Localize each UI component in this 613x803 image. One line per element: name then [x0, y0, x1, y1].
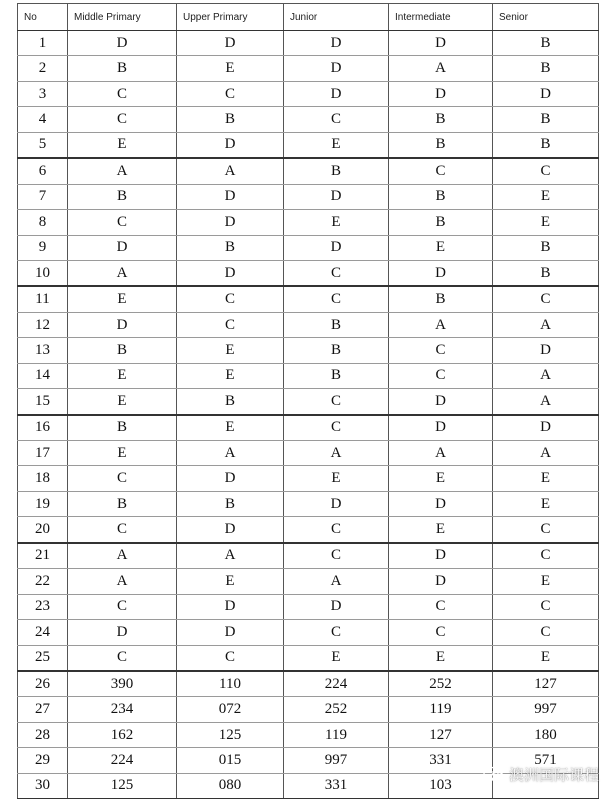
cell-senior: A — [493, 441, 599, 466]
cell-middle-primary: A — [68, 543, 177, 569]
cell-senior: D — [493, 81, 599, 106]
cell-senior: B — [493, 107, 599, 132]
cell-junior: D — [284, 81, 389, 106]
table-row — [18, 235, 599, 260]
cell-upper-primary: B — [177, 107, 284, 132]
cell-middle-primary: 390 — [68, 671, 177, 697]
cell-no: 3 — [18, 81, 68, 106]
cell-junior: C — [284, 543, 389, 569]
cell-upper-primary: E — [177, 363, 284, 388]
cell-no: 5 — [18, 132, 68, 158]
cell-middle-primary: 162 — [68, 722, 177, 747]
cell-upper-primary: 080 — [177, 773, 284, 798]
cell-senior: B — [493, 235, 599, 260]
cell-senior: C — [493, 594, 599, 619]
cell-junior: 997 — [284, 748, 389, 773]
cell-intermediate: D — [389, 260, 493, 286]
table-row — [18, 569, 599, 594]
table-row — [18, 441, 599, 466]
cell-junior: A — [284, 569, 389, 594]
cell-no: 7 — [18, 184, 68, 209]
table-row — [18, 184, 599, 209]
cell-junior: C — [284, 286, 389, 312]
cell-no: 22 — [18, 569, 68, 594]
cell-intermediate: B — [389, 107, 493, 132]
table-row — [18, 132, 599, 158]
cell-no: 2 — [18, 56, 68, 81]
header-no: No — [18, 4, 68, 31]
cell-upper-primary: A — [177, 543, 284, 569]
cell-no: 6 — [18, 158, 68, 184]
cell-upper-primary: D — [177, 620, 284, 645]
cell-junior: E — [284, 466, 389, 491]
cell-senior: E — [493, 184, 599, 209]
cell-senior: D — [493, 338, 599, 363]
answer-key-table — [17, 3, 599, 799]
header-intermediate: Intermediate — [389, 4, 493, 31]
cell-no: 4 — [18, 107, 68, 132]
table-row — [18, 722, 599, 747]
cell-no: 17 — [18, 441, 68, 466]
cell-upper-primary: D — [177, 184, 284, 209]
cell-middle-primary: E — [68, 363, 177, 388]
cell-no: 14 — [18, 363, 68, 388]
table-row — [18, 389, 599, 415]
cell-no: 30 — [18, 773, 68, 798]
cell-no: 26 — [18, 671, 68, 697]
cell-middle-primary: 125 — [68, 773, 177, 798]
cell-junior: D — [284, 235, 389, 260]
cell-upper-primary: E — [177, 415, 284, 441]
table-row — [18, 697, 599, 722]
cell-intermediate: E — [389, 645, 493, 671]
cell-middle-primary: E — [68, 441, 177, 466]
cell-junior: D — [284, 594, 389, 619]
cell-intermediate: 103 — [389, 773, 493, 798]
cell-upper-primary: E — [177, 569, 284, 594]
cell-no: 18 — [18, 466, 68, 491]
cell-no: 29 — [18, 748, 68, 773]
cell-senior: C — [493, 620, 599, 645]
cell-junior: 252 — [284, 697, 389, 722]
cell-middle-primary: C — [68, 466, 177, 491]
header-senior: Senior — [493, 4, 599, 31]
cell-intermediate: C — [389, 158, 493, 184]
cell-junior: C — [284, 620, 389, 645]
cell-senior: B — [493, 31, 599, 56]
cell-no: 23 — [18, 594, 68, 619]
cell-upper-primary: B — [177, 389, 284, 415]
cell-no: 8 — [18, 210, 68, 235]
cell-senior: 571 — [493, 748, 599, 773]
table-row — [18, 466, 599, 491]
cell-intermediate: D — [389, 415, 493, 441]
table-row — [18, 543, 599, 569]
cell-middle-primary: C — [68, 81, 177, 106]
table-row — [18, 338, 599, 363]
cell-junior: E — [284, 132, 389, 158]
cell-no: 20 — [18, 517, 68, 543]
cell-intermediate: D — [389, 389, 493, 415]
cell-senior: B — [493, 260, 599, 286]
cell-upper-primary: B — [177, 491, 284, 516]
table-row — [18, 773, 599, 798]
cell-no: 16 — [18, 415, 68, 441]
cell-middle-primary: A — [68, 158, 177, 184]
cell-senior: A — [493, 312, 599, 337]
cell-upper-primary: 125 — [177, 722, 284, 747]
cell-senior: C — [493, 158, 599, 184]
cell-upper-primary: C — [177, 312, 284, 337]
table-row — [18, 645, 599, 671]
cell-middle-primary: E — [68, 286, 177, 312]
table-row — [18, 363, 599, 388]
cell-senior: C — [493, 517, 599, 543]
cell-upper-primary: C — [177, 81, 284, 106]
cell-middle-primary: E — [68, 132, 177, 158]
cell-no: 13 — [18, 338, 68, 363]
table-row — [18, 620, 599, 645]
cell-middle-primary: B — [68, 491, 177, 516]
cell-junior: D — [284, 491, 389, 516]
cell-intermediate: D — [389, 81, 493, 106]
cell-senior: A — [493, 389, 599, 415]
table-row — [18, 286, 599, 312]
table-row — [18, 594, 599, 619]
cell-senior: E — [493, 466, 599, 491]
cell-intermediate: D — [389, 31, 493, 56]
cell-no: 24 — [18, 620, 68, 645]
cell-upper-primary: A — [177, 441, 284, 466]
cell-junior: B — [284, 363, 389, 388]
cell-senior: C — [493, 543, 599, 569]
cell-senior: E — [493, 491, 599, 516]
cell-no: 21 — [18, 543, 68, 569]
cell-upper-primary: C — [177, 286, 284, 312]
table-row — [18, 415, 599, 441]
cell-upper-primary: D — [177, 31, 284, 56]
cell-junior: C — [284, 517, 389, 543]
cell-senior: B — [493, 56, 599, 81]
cell-senior: B — [493, 132, 599, 158]
cell-intermediate: 119 — [389, 697, 493, 722]
cell-intermediate: A — [389, 56, 493, 81]
cell-upper-primary: D — [177, 517, 284, 543]
cell-intermediate: B — [389, 210, 493, 235]
cell-middle-primary: A — [68, 260, 177, 286]
cell-junior: D — [284, 56, 389, 81]
cell-senior: C — [493, 286, 599, 312]
table-row — [18, 517, 599, 543]
cell-middle-primary: B — [68, 184, 177, 209]
answer-rows — [18, 31, 599, 799]
table-row — [18, 312, 599, 337]
cell-upper-primary: A — [177, 158, 284, 184]
cell-no: 28 — [18, 722, 68, 747]
cell-junior: E — [284, 210, 389, 235]
cell-junior: B — [284, 158, 389, 184]
cell-intermediate: C — [389, 620, 493, 645]
watermark-text: 澳洲国际课程 — [508, 766, 599, 784]
cell-upper-primary: E — [177, 338, 284, 363]
cell-middle-primary: C — [68, 517, 177, 543]
cell-upper-primary: D — [177, 594, 284, 619]
cell-middle-primary: D — [68, 620, 177, 645]
cell-middle-primary: D — [68, 31, 177, 56]
cell-intermediate: B — [389, 286, 493, 312]
cell-upper-primary: 072 — [177, 697, 284, 722]
cell-upper-primary: B — [177, 235, 284, 260]
cell-senior: 127 — [493, 671, 599, 697]
cell-intermediate: 252 — [389, 671, 493, 697]
cell-junior: C — [284, 260, 389, 286]
cell-middle-primary: B — [68, 415, 177, 441]
table-row — [18, 31, 599, 56]
cell-junior: C — [284, 389, 389, 415]
cell-upper-primary: 110 — [177, 671, 284, 697]
cell-middle-primary: E — [68, 389, 177, 415]
cell-intermediate: D — [389, 569, 493, 594]
cell-junior: C — [284, 415, 389, 441]
cell-intermediate: A — [389, 312, 493, 337]
cell-intermediate: D — [389, 491, 493, 516]
cell-no: 19 — [18, 491, 68, 516]
cell-senior — [493, 773, 599, 798]
cell-intermediate: E — [389, 235, 493, 260]
header-middle-primary: Middle Primary — [68, 4, 177, 31]
cell-intermediate: D — [389, 543, 493, 569]
cell-junior: D — [284, 184, 389, 209]
cell-middle-primary: B — [68, 56, 177, 81]
cell-upper-primary: E — [177, 56, 284, 81]
cell-upper-primary: D — [177, 466, 284, 491]
cell-middle-primary: C — [68, 210, 177, 235]
header-row — [18, 4, 599, 31]
cell-intermediate: C — [389, 594, 493, 619]
cell-middle-primary: D — [68, 312, 177, 337]
cell-middle-primary: C — [68, 107, 177, 132]
cell-middle-primary: 224 — [68, 748, 177, 773]
table-row — [18, 158, 599, 184]
cell-no: 25 — [18, 645, 68, 671]
cell-no: 15 — [18, 389, 68, 415]
cell-senior: 180 — [493, 722, 599, 747]
cell-intermediate: 331 — [389, 748, 493, 773]
cell-upper-primary: 015 — [177, 748, 284, 773]
cell-no: 27 — [18, 697, 68, 722]
cell-intermediate: B — [389, 184, 493, 209]
cell-junior: A — [284, 441, 389, 466]
cell-junior: 224 — [284, 671, 389, 697]
cell-middle-primary: D — [68, 235, 177, 260]
table-row — [18, 260, 599, 286]
cell-senior: E — [493, 210, 599, 235]
cell-middle-primary: A — [68, 569, 177, 594]
cell-intermediate: B — [389, 132, 493, 158]
cell-intermediate: A — [389, 441, 493, 466]
header-junior: Junior — [284, 4, 389, 31]
table-row — [18, 491, 599, 516]
cell-intermediate: 127 — [389, 722, 493, 747]
cell-intermediate: E — [389, 517, 493, 543]
cell-senior: D — [493, 415, 599, 441]
cell-middle-primary: C — [68, 645, 177, 671]
table-row — [18, 56, 599, 81]
table-row — [18, 107, 599, 132]
cell-intermediate: C — [389, 338, 493, 363]
cell-no: 12 — [18, 312, 68, 337]
cell-no: 10 — [18, 260, 68, 286]
cell-middle-primary: 234 — [68, 697, 177, 722]
cell-no: 9 — [18, 235, 68, 260]
cell-middle-primary: B — [68, 338, 177, 363]
cell-no: 1 — [18, 31, 68, 56]
cell-upper-primary: D — [177, 132, 284, 158]
cell-no: 11 — [18, 286, 68, 312]
table-row — [18, 210, 599, 235]
cell-senior: E — [493, 645, 599, 671]
cell-junior: D — [284, 31, 389, 56]
cell-junior: 331 — [284, 773, 389, 798]
cell-intermediate: E — [389, 466, 493, 491]
cell-middle-primary: C — [68, 594, 177, 619]
cell-junior: E — [284, 645, 389, 671]
cell-junior: 119 — [284, 722, 389, 747]
header-upper-primary: Upper Primary — [177, 4, 284, 31]
cell-senior: E — [493, 569, 599, 594]
cell-junior: B — [284, 338, 389, 363]
cell-senior: A — [493, 363, 599, 388]
cell-junior: B — [284, 312, 389, 337]
cell-senior: 997 — [493, 697, 599, 722]
table-row — [18, 81, 599, 106]
cell-upper-primary: C — [177, 645, 284, 671]
table-row — [18, 748, 599, 773]
cell-intermediate: C — [389, 363, 493, 388]
cell-upper-primary: D — [177, 210, 284, 235]
cell-junior: C — [284, 107, 389, 132]
table-row — [18, 671, 599, 697]
cell-upper-primary: D — [177, 260, 284, 286]
